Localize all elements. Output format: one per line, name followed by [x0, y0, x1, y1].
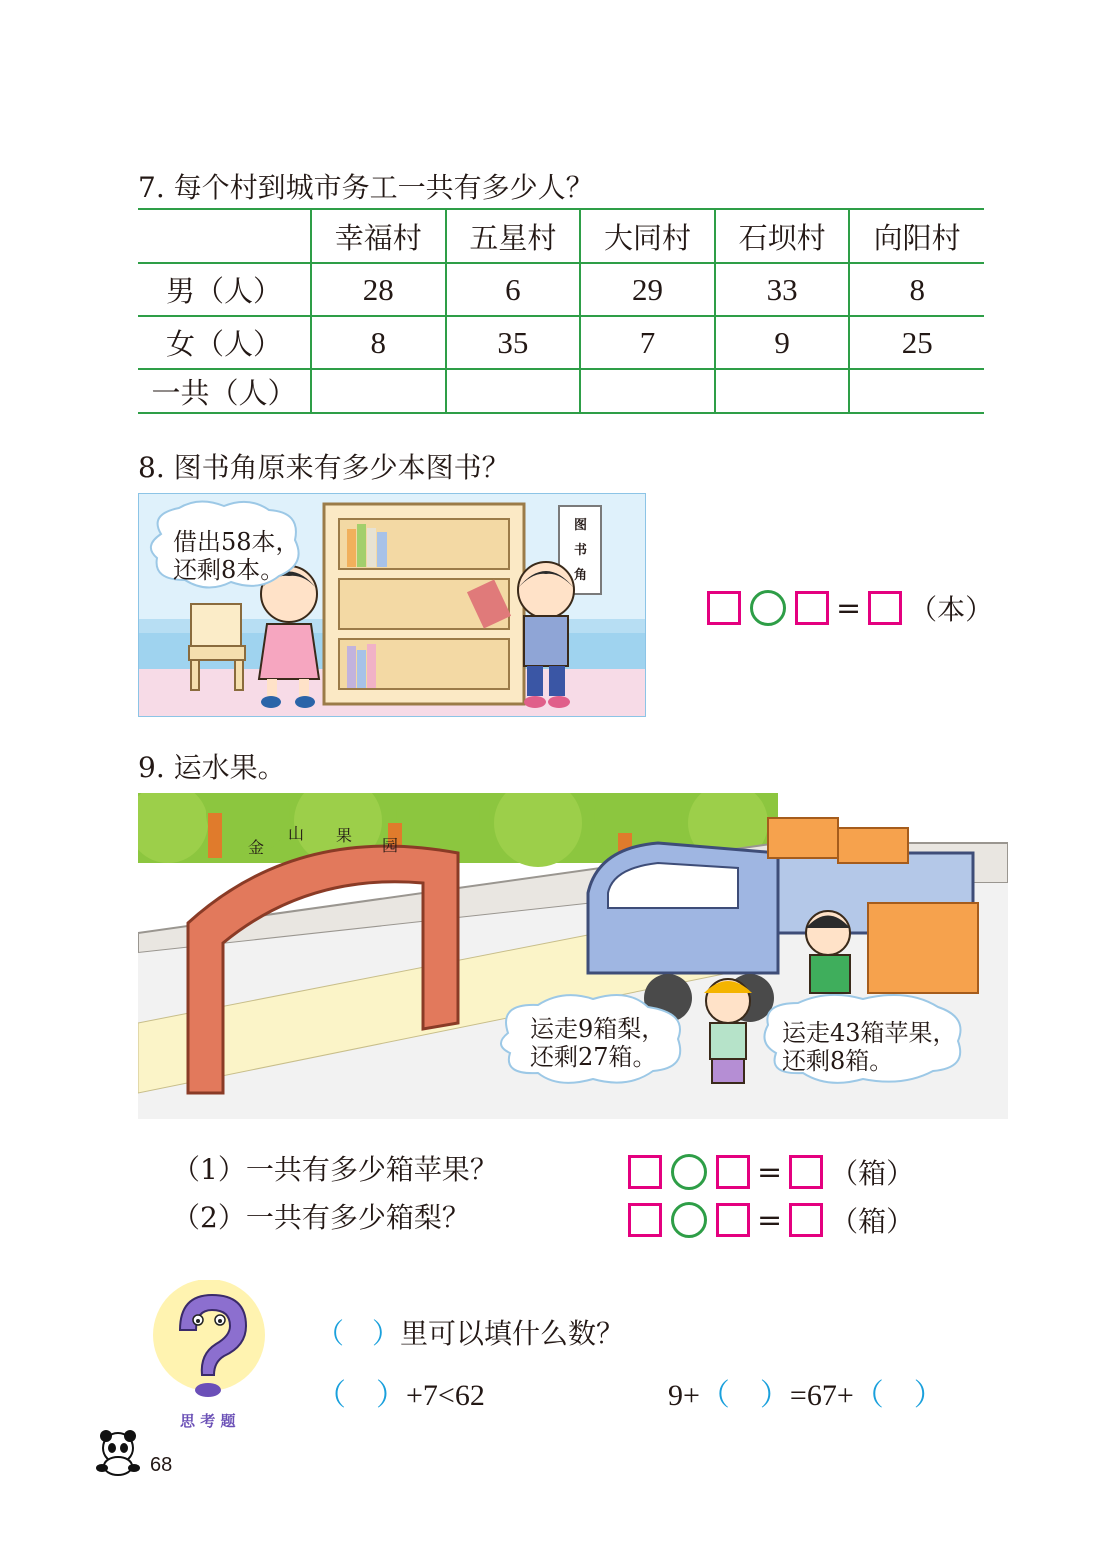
library-corner-illustration: [138, 493, 646, 717]
thinking-prompt: [316, 1312, 624, 1352]
q8-title: 8. 图书角原来有多少本图书？: [138, 451, 510, 484]
column-header: 大同村: [580, 209, 715, 263]
equals-sign: =: [757, 1202, 783, 1238]
panda-icon: [92, 1428, 144, 1476]
q9-title: 9. 运水果。: [138, 751, 286, 784]
answer-box[interactable]: [716, 1155, 750, 1189]
equals-sign: =: [836, 590, 862, 626]
row-label: 女（人）: [138, 316, 311, 369]
arch-sign-char: 果: [336, 826, 353, 845]
equation-right: [668, 1370, 944, 1414]
table-cell: 7: [580, 316, 715, 369]
answer-box[interactable]: [795, 591, 829, 625]
column-header: 幸福村: [311, 209, 446, 263]
answer-box[interactable]: [716, 1203, 750, 1237]
expression-text: 9+: [668, 1379, 700, 1412]
bubble-line: 借出58本，: [173, 528, 300, 556]
arch-sign-char: 金: [248, 838, 265, 857]
answer-box[interactable]: [628, 1203, 662, 1237]
table-cell: 8: [311, 316, 446, 369]
column-header: 向阳村: [849, 209, 984, 263]
page-number: 68: [150, 1454, 173, 1476]
unit-label: （本）: [909, 593, 994, 626]
unit-label: （箱）: [830, 1205, 915, 1238]
blank-paren[interactable]: （ ）: [699, 1379, 790, 1412]
bubble-line: 还剩8本。: [173, 556, 285, 584]
q9-sub2: （2）一共有多少箱梨？: [172, 1201, 470, 1234]
prompt-text: 里可以填什么数？: [400, 1317, 625, 1350]
table-cell: 35: [446, 316, 581, 369]
table-row-male: [138, 263, 984, 316]
table-cell: 25: [849, 316, 984, 369]
village-workers-table: [138, 208, 984, 414]
table-row-female: [138, 316, 984, 369]
sign-char: 图: [574, 518, 588, 533]
q9-equation-2: [628, 1200, 914, 1240]
expression-text: =67+: [789, 1379, 854, 1412]
operator-circle[interactable]: [671, 1154, 707, 1190]
row-label: 一共（人）: [138, 369, 311, 413]
inequality-left: [316, 1370, 485, 1414]
orchard-illustration: [138, 793, 1008, 1119]
answer-box[interactable]: [628, 1155, 662, 1189]
blank-paren[interactable]: （ ）: [853, 1379, 944, 1412]
equals-sign: =: [757, 1154, 783, 1190]
table-cell: 33: [715, 263, 850, 316]
bubble-line: 运走9箱梨，: [530, 1015, 666, 1043]
row-label: 男（人）: [138, 263, 311, 316]
operator-circle[interactable]: [750, 590, 786, 626]
answer-cell[interactable]: [446, 369, 581, 413]
result-box[interactable]: [789, 1203, 823, 1237]
answer-box[interactable]: [707, 591, 741, 625]
column-header: 石坝村: [715, 209, 850, 263]
answer-cell[interactable]: [715, 369, 850, 413]
unit-label: （箱）: [830, 1157, 915, 1190]
result-box[interactable]: [789, 1155, 823, 1189]
q9-sub1: （1）一共有多少箱苹果？: [172, 1153, 498, 1186]
expression-text: +7<62: [406, 1379, 485, 1412]
table-cell: 8: [849, 263, 984, 316]
q7-title: 7. 每个村到城市务工一共有多少人？: [138, 171, 594, 204]
answer-cell[interactable]: [580, 369, 715, 413]
answer-cell[interactable]: [311, 369, 446, 413]
table-header-row: [138, 209, 984, 263]
operator-circle[interactable]: [671, 1202, 707, 1238]
table-corner-cell: [138, 209, 311, 263]
answer-cell[interactable]: [849, 369, 984, 413]
arch-sign-char: 园: [382, 836, 399, 855]
table-row-total: [138, 369, 984, 413]
bubble-line: 运走43箱苹果，: [782, 1019, 957, 1047]
arch-sign-char: 山: [288, 824, 305, 843]
bubble-line: 还剩27箱。: [530, 1043, 657, 1071]
blank-paren[interactable]: （ ）: [316, 1317, 401, 1350]
thinking-badge-label: 思 考 题: [180, 1412, 236, 1430]
q8-equation: [707, 588, 993, 628]
column-header: 五星村: [446, 209, 581, 263]
blank-paren[interactable]: （ ）: [316, 1379, 406, 1412]
sign-char: 角: [574, 568, 588, 583]
result-box[interactable]: [868, 591, 902, 625]
q9-equation-1: [628, 1152, 914, 1192]
question-mark-mascot-icon: [150, 1280, 268, 1410]
sign-char: 书: [574, 543, 588, 558]
bubble-line: 还剩8箱。: [782, 1047, 894, 1075]
table-cell: 28: [311, 263, 446, 316]
table-cell: 29: [580, 263, 715, 316]
table-cell: 6: [446, 263, 581, 316]
table-cell: 9: [715, 316, 850, 369]
